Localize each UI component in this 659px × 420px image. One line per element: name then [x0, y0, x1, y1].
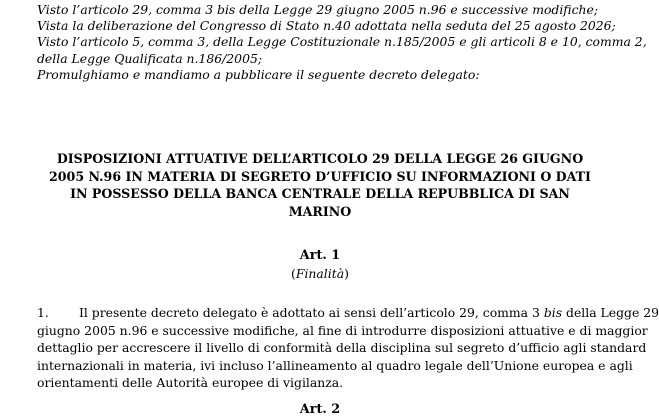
- paragraph-text: Il presente decreto delegato è adottato ai sensi dell’articolo 29, comma 3: [79, 305, 544, 320]
- preamble-line: Visto l’articolo 29, comma 3 bis della Legge 29 giugno 2005 n.96 e successive modifiche;: [37, 2, 598, 17]
- title-line: IN POSSESSO DELLA BANCA CENTRALE DELLA REPUBBLICA DI SAN: [70, 186, 570, 202]
- paragraph-text: della Legge 29: [562, 305, 659, 320]
- subtitle-close-paren: ): [344, 266, 349, 281]
- paragraph-line: orientamenti delle Autorità europee di vigilanza.: [37, 375, 344, 390]
- title-line: MARINO: [288, 203, 352, 219]
- decree-title: [30, 150, 610, 220]
- paragraph-line: internazionali in materia, ivi incluso l’allineamento al quadro legale dell’Unione europea e agli: [37, 357, 633, 373]
- article-1-paragraph: [37, 304, 659, 392]
- paragraph-line: giugno 2005 n.96 e successive modifiche, al fine di introdurre disposizioni attuative e di maggior: [37, 322, 648, 338]
- paragraph-line: [37, 304, 659, 322]
- preamble-line: Promulghiamo e mandiamo a pubblicare il seguente decreto delegato:: [37, 66, 480, 82]
- subtitle-text: Finalità: [295, 266, 345, 281]
- paragraph-bis: bis: [543, 305, 563, 320]
- paragraph-number: 1.: [37, 305, 49, 320]
- preamble-line: della Legge Qualificata n.186/2005;: [37, 50, 263, 66]
- article-1-heading: Art. 1: [299, 248, 341, 263]
- subtitle-open-paren: (: [291, 266, 296, 281]
- paragraph-line: dettaglio per accrescere il livello di conformità della disciplina sul segreto d’ufficio agli standard: [37, 340, 647, 355]
- preamble-line: Vista la deliberazione del Congresso di Stato n.40 adottata nella seduta del 25 agosto 2026;: [37, 18, 616, 34]
- title-line: 2005 N.96 IN MATERIA DI SEGRETO D’UFFICIO SU INFORMAZIONI O DATI: [49, 168, 591, 184]
- preamble: [37, 2, 647, 83]
- article-2-heading: Art. 2: [299, 402, 341, 417]
- article-1-subtitle: [0, 266, 640, 281]
- preamble-line: Visto l’articolo 5, comma 3, della Legge Costituzionale n.185/2005 e gli articoli 8 e 10, comma 2,: [37, 34, 647, 50]
- title-line: DISPOSIZIONI ATTUATIVE DELL’ARTICOLO 29 DELLA LEGGE 26 GIUGNO: [56, 151, 584, 166]
